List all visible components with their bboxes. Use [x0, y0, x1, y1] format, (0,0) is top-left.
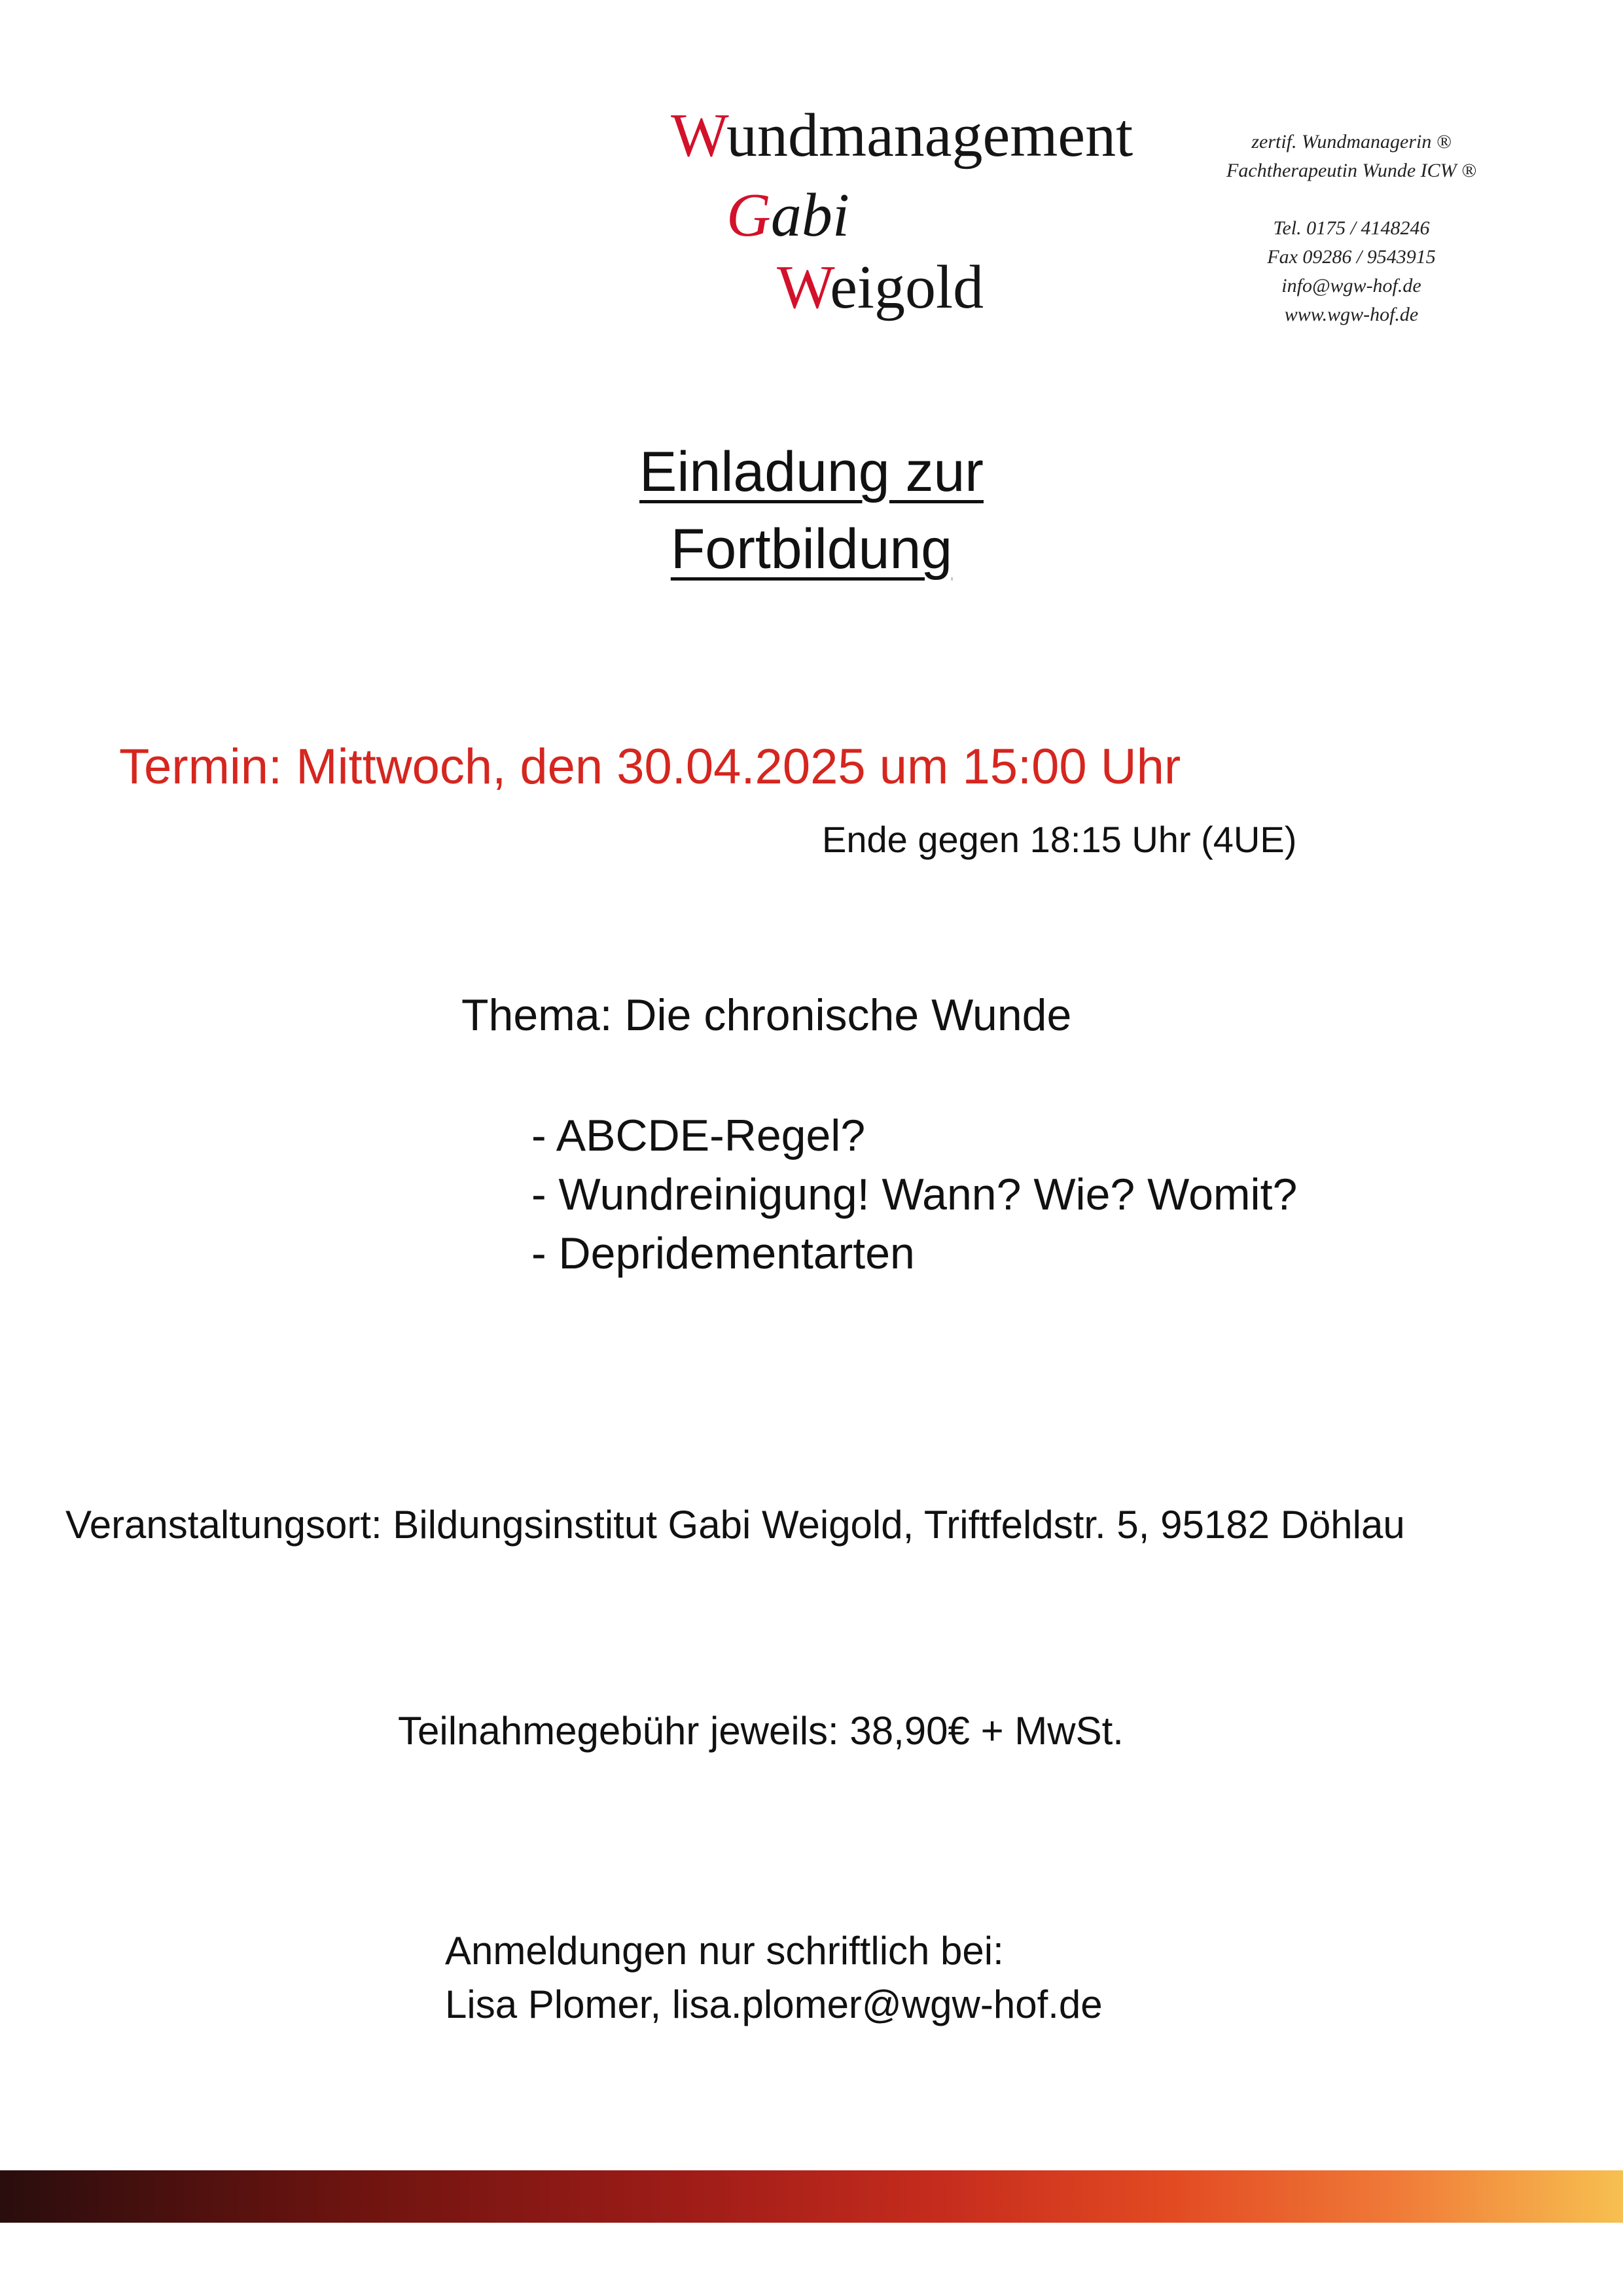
- registration-info: [445, 1924, 1103, 2032]
- list-item: - ABCDE-Regel?: [531, 1111, 866, 1160]
- logo-line-wundmanagement: [671, 101, 1133, 170]
- logo-line-weigold: [777, 253, 984, 321]
- page-title: [458, 433, 1165, 588]
- logo-text-eigold: eigold: [830, 253, 984, 321]
- event-date: Termin: Mittwoch, den 30.04.2025 um 15:00 Uhr: [119, 739, 1181, 795]
- participation-fee: Teilnahmegebühr jeweils: 38,90€ + MwSt.: [398, 1709, 1124, 1753]
- logo-initial-w2: W: [777, 253, 830, 321]
- certification-wundmanagerin: zertif. Wundmanagerin ®: [1251, 131, 1452, 152]
- registration-contact[interactable]: Lisa Plomer, lisa.plomer@wgw-hof.de: [445, 1982, 1103, 2026]
- footer-gradient-bar: [0, 2170, 1623, 2223]
- contact-email[interactable]: info@wgw-hof.de: [1281, 275, 1421, 296]
- logo-text-undmanagement: undmanagement: [726, 101, 1133, 170]
- logo-text-abi: abi: [770, 181, 850, 249]
- contact-phone: Tel. 0175 / 4148246: [1273, 217, 1430, 239]
- title-line-2: Fortbildung: [670, 518, 953, 581]
- logo-initial-g: G: [726, 181, 771, 249]
- list-item: - Wundreinigung! Wann? Wie? Womit?: [531, 1170, 1298, 1219]
- logo-initial-w: W: [671, 101, 726, 170]
- certification-fachtherapeutin: Fachtherapeutin Wunde ICW ®: [1226, 160, 1476, 181]
- topic-heading: Thema: Die chronische Wunde: [461, 990, 1072, 1040]
- logo-line-gabi: [726, 181, 850, 249]
- title-line-1: Einladung zur: [639, 440, 984, 503]
- list-item: - Depridementarten: [531, 1229, 915, 1278]
- venue: Veranstaltungsort: Bildungsinstitut Gabi Weigold, Triftfeldstr. 5, 95182 Döhlau: [65, 1503, 1405, 1547]
- topic-list: [531, 1106, 1297, 1283]
- contact-website[interactable]: www.wgw-hof.de: [1284, 304, 1419, 325]
- contact-block: [1158, 128, 1544, 329]
- contact-fax: Fax 09286 / 9543915: [1267, 246, 1436, 268]
- registration-line: Anmeldungen nur schriftlich bei:: [445, 1929, 1004, 1973]
- contact-spacer: [1158, 185, 1544, 214]
- event-end-time: Ende gegen 18:15 Uhr (4UE): [822, 819, 1297, 860]
